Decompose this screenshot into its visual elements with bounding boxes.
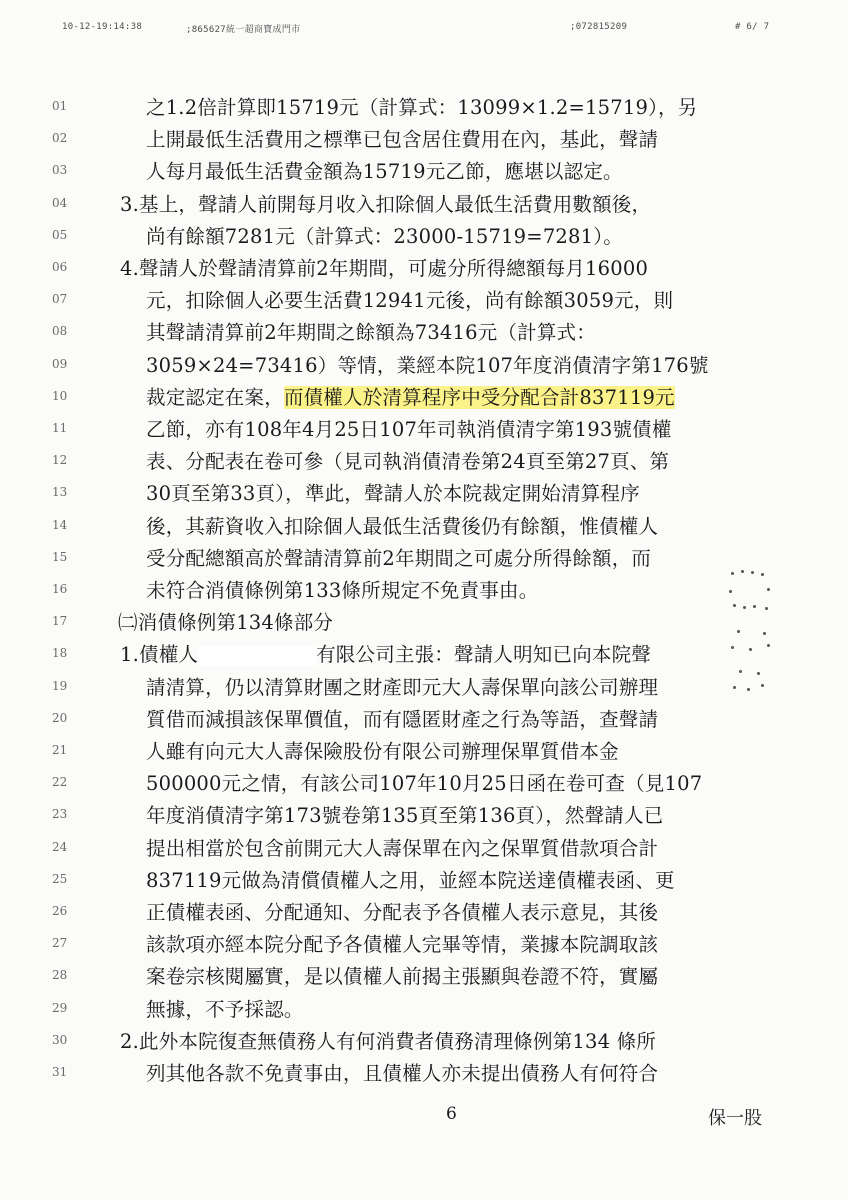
line-27 — [0, 929, 848, 965]
line-number: 06 — [52, 260, 68, 274]
line-number: 11 — [52, 421, 68, 435]
line-16 — [0, 575, 848, 611]
line-number: 28 — [52, 968, 68, 983]
line-text: 後，其薪資收入扣除個人最低生活費後仍有餘額，惟債權人 — [146, 514, 659, 538]
line-text: 人雖有向元大人壽保險股份有限公司辦理保單質借本金 — [146, 740, 619, 763]
line-number: 15 — [52, 549, 68, 564]
line-06 — [0, 253, 848, 289]
line-text: 30頁至第33頁），準此，聲請人於本院裁定開始清算程序 — [146, 482, 640, 506]
line-number: 16 — [52, 582, 68, 596]
line-number: 09 — [52, 356, 68, 371]
line-19 — [0, 672, 848, 708]
line-text: 3.基上，聲請人前開每月收入扣除個人最低生活費用數額後， — [120, 192, 652, 216]
line-04 — [0, 189, 848, 225]
line-text: 表、分配表在卷可參（見司執消債清卷第24頁至第27頁、第 — [146, 450, 670, 474]
line-text: 質借而減損該保單價值，而有隱匿財產之行為等語，查聲請 — [146, 707, 659, 731]
line-number: 31 — [52, 1065, 68, 1079]
line-28 — [0, 961, 848, 997]
line-text: 3059×24=73416）等情，業經本院107年度消債清字第176號 — [146, 353, 709, 377]
line-07 — [0, 285, 848, 321]
line-text-before: 1.債權人 — [120, 643, 199, 667]
line-text-after: 有限公司主張：聲請人明知已向本院聲 — [316, 643, 652, 667]
line-number: 17 — [52, 614, 68, 629]
line-15 — [0, 543, 848, 579]
scan-noise-marks — [727, 568, 787, 708]
line-number: 25 — [52, 871, 68, 886]
line-number: 10 — [52, 388, 68, 403]
line-26 — [0, 897, 848, 933]
line-text: 年度消債清字第173號卷第135頁至第136頁），然聲請人已 — [146, 804, 664, 828]
line-13 — [0, 478, 848, 514]
line-23 — [0, 800, 848, 836]
line-text: 案卷宗核閱屬實，是以債權人前揭主張顯與卷證不符，實屬 — [146, 965, 659, 989]
line-text: 元，扣除個人必要生活費12941元後，尚有餘額3059元，則 — [146, 289, 674, 313]
line-number: 22 — [52, 775, 68, 790]
line-text: 列其他各款不免責事由，且債權人亦未提出債務人有何符合 — [146, 1062, 659, 1085]
line-number: 23 — [52, 807, 68, 822]
line-text: 4.聲請人於聲請清算前2年期間，可處分所得總額每月16000 — [120, 257, 649, 280]
fax-timestamp: 10-12-19:14:38 — [62, 22, 143, 32]
line-text: 人每月最低生活費金額為15719元乙節，應堪以認定。 — [146, 160, 623, 184]
line-number: 07 — [52, 292, 68, 307]
fax-page: # 6/ 7 — [735, 22, 770, 32]
line-29 — [0, 994, 848, 1030]
highlighted-text: 而債權人於清算程序中受分配合計837119元 — [283, 385, 675, 409]
section-label: 保一股 — [708, 1108, 762, 1130]
line-10 — [0, 382, 848, 418]
line-03 — [0, 156, 848, 192]
line-number: 20 — [52, 710, 68, 725]
line-number: 03 — [52, 163, 68, 178]
line-text: 其聲請清算前2年期間之餘額為73416元（計算式： — [146, 321, 596, 345]
line-text: 未符合消債條例第133條所規定不免責事由。 — [146, 579, 539, 602]
line-text — [120, 641, 651, 669]
line-number: 18 — [52, 646, 68, 661]
line-22 — [0, 768, 848, 804]
line-number: 08 — [52, 324, 68, 339]
line-text: 500000元之情，有該公司107年10月25日函在卷可查（見107 — [146, 772, 703, 796]
line-24 — [0, 833, 848, 869]
fax-sender: ;865627統一超商寶成門市 — [186, 25, 301, 35]
line-text: 受分配總額高於聲請清算前2年期間之可處分所得餘額，而 — [146, 546, 652, 570]
line-01 — [0, 92, 848, 128]
line-30 — [0, 1026, 848, 1062]
line-number: 29 — [52, 1000, 68, 1015]
line-number: 30 — [52, 1032, 68, 1047]
redacted-text — [198, 646, 316, 666]
line-14 — [0, 511, 848, 547]
line-number: 19 — [52, 678, 68, 693]
line-text: 請清算，仍以清算財團之財產即元大人壽保單向該公司辦理 — [146, 675, 659, 699]
line-12 — [0, 446, 848, 482]
line-number: 14 — [52, 517, 68, 532]
line-text — [146, 384, 675, 412]
line-text: 尚有餘額7281元（計算式：23000-15719=7281）。 — [146, 224, 623, 248]
line-number: 21 — [52, 743, 68, 757]
fax-number: ;072815209 — [570, 22, 628, 32]
line-05 — [0, 221, 848, 257]
line-number: 01 — [52, 99, 68, 113]
line-08 — [0, 317, 848, 353]
line-31 — [0, 1058, 848, 1094]
line-17 — [0, 607, 848, 643]
line-text: 837119元做為清償債權人之用，並經本院送達債權表函、更 — [146, 868, 675, 892]
fax-header — [0, 22, 848, 38]
line-number: 02 — [52, 131, 68, 146]
line-number: 24 — [52, 839, 68, 854]
line-number: 12 — [52, 453, 68, 468]
page-number: 6 — [446, 1104, 457, 1125]
line-text: 該款項亦經本院分配予各債權人完畢等情，業據本院調取該 — [146, 933, 659, 957]
line-09 — [0, 350, 848, 386]
line-number: 26 — [52, 904, 68, 918]
line-text: 正債權表函、分配通知、分配表予各債權人表示意見，其後 — [146, 901, 659, 924]
section-heading: ㈡消債條例第134條部分 — [118, 611, 334, 635]
line-number: 27 — [52, 936, 68, 951]
line-21 — [0, 736, 848, 772]
line-text: 之1.2倍計算即15719元（計算式：13099×1.2=15719），另 — [146, 96, 698, 119]
line-number: 05 — [52, 227, 68, 242]
line-text: 提出相當於包含前開元大人壽保單在內之保單質借款項合計 — [146, 836, 659, 860]
line-number: 04 — [52, 195, 68, 210]
line-number: 13 — [52, 485, 68, 500]
line-text-plain: 裁定認定在案， — [146, 385, 284, 409]
line-text: 乙節，亦有108年4月25日107年司執消債清字第193號債權 — [146, 418, 672, 441]
line-text: 無據，不予採認。 — [146, 997, 304, 1021]
line-02 — [0, 124, 848, 160]
line-11 — [0, 414, 848, 450]
line-text: 2.此外本院復查無債務人有何消費者債務清理條例第134 條所 — [120, 1029, 657, 1053]
line-20 — [0, 704, 848, 740]
line-25 — [0, 865, 848, 901]
line-18 — [0, 639, 848, 675]
line-text: 上開最低生活費用之標準已包含居住費用在內，基此，聲請 — [146, 128, 659, 152]
